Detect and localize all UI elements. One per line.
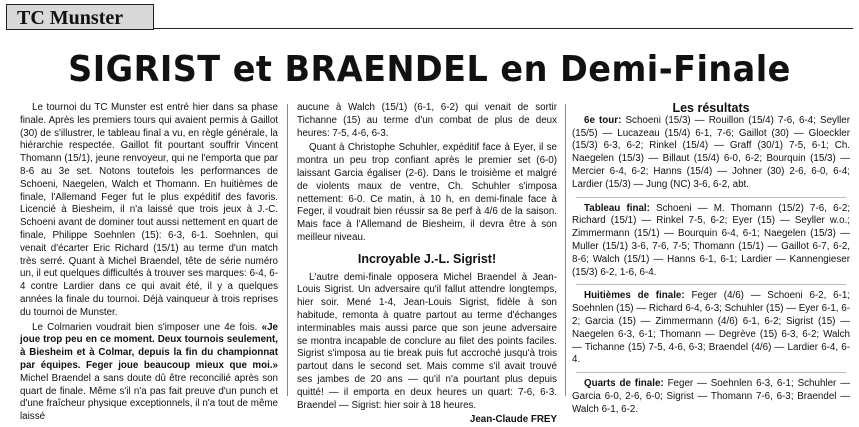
results-divider — [576, 284, 846, 285]
subheading: Incroyable J.-L. Sigrist! — [357, 251, 497, 266]
results-block — [572, 290, 850, 367]
byline: Jean-Claude FREY — [469, 414, 557, 426]
results-block — [572, 378, 850, 416]
quote-lead: Le Colmarien voudrait bien s'imposer une 4e fois. — [32, 321, 258, 333]
results-label: 6e tour: — [584, 114, 622, 126]
article-column-2 — [297, 102, 557, 427]
results-value: Schoeni (15/3) — Rouillon (15/4) 7-6, 6-4; Seyller (15/5) — Lucazeau (15/4) 6-1, 7-6; Gaillot (30) — Gloeckler (15/3) 6-3, 6-2; Rinkel (15/4) — Graff (30/1) 7-5, 6-1; Ch. Naegelen (15/3) — Billaut (15/4) 6-0, 6-2; Bourquin (15/3) — Mercier 6-4, 6-2; Hanns (15/4) — Johner (30) 2-6, 6-0, 6-4; Lardier (15/3) — Jung (NC) 3-6, 6-2, abt. — [572, 114, 851, 190]
results-text — [572, 290, 850, 367]
column-divider — [565, 104, 566, 396]
results-divider — [576, 197, 846, 198]
article-paragraph: Le tournoi du TC Munster est entré hier dans sa phase finale. Après les premiers tours qui avaient permis à Gaillot (30) de s'illustrer, le tableau final a vu, en règle générale, la hiérarchie respectée. Gaillot fit pourtant souffrir Vincent Thomann (15/1), jeune renvoyeur, qui ne l'emporta que par 8-6 au 3e set. Notons toutefois les performances de Schoeni, Naegelen, Walch et Thomann. En huitièmes de finale, l'Allemand Feger fut le plus expéditif des favoris. Licencié à Biesheim, il n'a laissé que trois jeux à J.-C. Schoeni avant de dominer tout aussi nettement en quart de finale, Philippe Soehnlen (15): 6-3, 6-1. Soehnlen, qui venait d'écarter Eric Richard (15/1) au terme d'un match très serré. Quant à Michel Braendel, tête de série numéro un, il eut quelques difficultés à trouver ses marques: 6-4, 6-4 contre Lardier dans ce qui avait été, il y a quelques années la finale du tournoi. Déjà vainqueur à trois reprises du tournoi de Munster. — [20, 102, 278, 318]
results-label: Quarts de finale: — [584, 378, 664, 390]
article-column-1 — [20, 102, 278, 424]
article-paragraph: Quant à Christophe Schuhler, expéditif face à Eyer, il se montra un peu trop confiant après le premier set (6-0) laissant Garcia égaliser (2-6). Dans le troisième et malgré de violents maux de ventre, Ch. Schuhler s'imposa nettement: 6-0. Ce matin, à 10 h, en demi-finale face à Feger, il voudrait bien réussir sa 8e perf à 4/6 de la saison. Mais face à l'Allemand de Biesheim, il devra être à son meilleur niveau. — [297, 142, 557, 243]
quote-tail: Michel Braendel a sans doute dû être reconcilié après son quart de finale. Même s'il n'a pas fait preuve d'un punch et d'une fraîcheur physique exceptionnels, il n'a tout de même laissé — [20, 372, 278, 423]
results-title: Les résultats — [672, 101, 750, 115]
results-block — [572, 203, 850, 280]
results-value: Schoeni — M. Thomann (15/2) 7-6, 6-2; Richard (15/1) — Rinkel 7-5, 6-2; Eyer (15) — Seyller w.o.; Zimmermann (15/1) — Bourquin 6-4, 6-1; Naegelen (15/3) — Muller (15/1) 3-6, 7-6, 7-5; Thomann (15/1) — Gaillot 6-7, 6-2, 8-6; Walch (15/1) — Hanns 6-1, 6-1; Lardier — Kannengieser (15/3) 6-2, 1-6, 6-4. — [572, 202, 851, 278]
results-divider — [576, 372, 846, 373]
results-text — [572, 203, 850, 280]
article-paragraph: L'autre demi-finale opposera Michel Braendel à Jean-Louis Sigrist. Un adversaire qu'il fallut attendre longtemps, hier soir. Mené 1-4, Jean-Louis Sigrist, fidèle à son habitude, remonta à quatre partout au terme d'échanges interminables mais aussi parce que son jeune adversaire se montra incapable de conclure au filet des points faciles. Sigrist s'imposa au tie break puis fut accroché jusqu'à trois partout dans le second set. Mais comme s'il avait trouvé ses jambes de 20 ans — qu'il n'a pourtant plus depuis quitté! — il emporta en deux heures un quart: 7-6, 6-3. Braendel — Sigrist: hier soir à 18 heures. — [297, 271, 557, 411]
quote-emphasis: «Je joue trop peu en ce moment. Deux tournois seulement, à Biesheim et à Colmar, depuis la fin du championnat par équipes. Feger joue beaucoup mieux que moi.» — [20, 321, 278, 371]
results-block — [572, 115, 850, 192]
section-tag: TC Munster — [6, 4, 154, 30]
results-column — [572, 102, 850, 420]
column-divider — [287, 104, 288, 396]
quote-paragraph — [20, 322, 278, 424]
results-text — [572, 378, 850, 416]
results-label: Tableau final: — [584, 202, 650, 214]
headline: SIGRIST et BRAENDEL en Demi-Finale — [68, 49, 791, 90]
results-label: Huitièmes de finale: — [584, 290, 685, 302]
results-text — [572, 115, 850, 192]
results-value: Feger (4/6) — Schoeni 6-2, 6-1; Soehnlen (15) — Richard 6-4, 6-3; Schuhler (15) — Eyer 6-1, 6-2; Garcia (15) — Zimmermann (4/6) 6-1, 6-2; Sigrist (15) — Naegelen 6-3, 6-1; Thomann — Degrève (15) 6-3, 6-2; Walch — Tichanne (15) 7-5, 4-6, 6-3; Braendel (4/6) — Lardier 6-4, 6-4. — [572, 290, 850, 366]
header-rule — [154, 28, 853, 29]
results-value: Feger — Soehnlen 6-3, 6-1; Schuhler — Garcia 6-0, 2-6, 6-0; Sigrist — Thomann 7-6, 6-3; Braendel — Walch 6-1, 6-2. — [572, 378, 850, 415]
article-paragraph: aucune à Walch (15/1) (6-1, 6-2) qui venait de sortir Tichanne (15) au terme d'un combat de plus de deux heures: 7-5, 4-6, 6-3. — [297, 102, 557, 139]
